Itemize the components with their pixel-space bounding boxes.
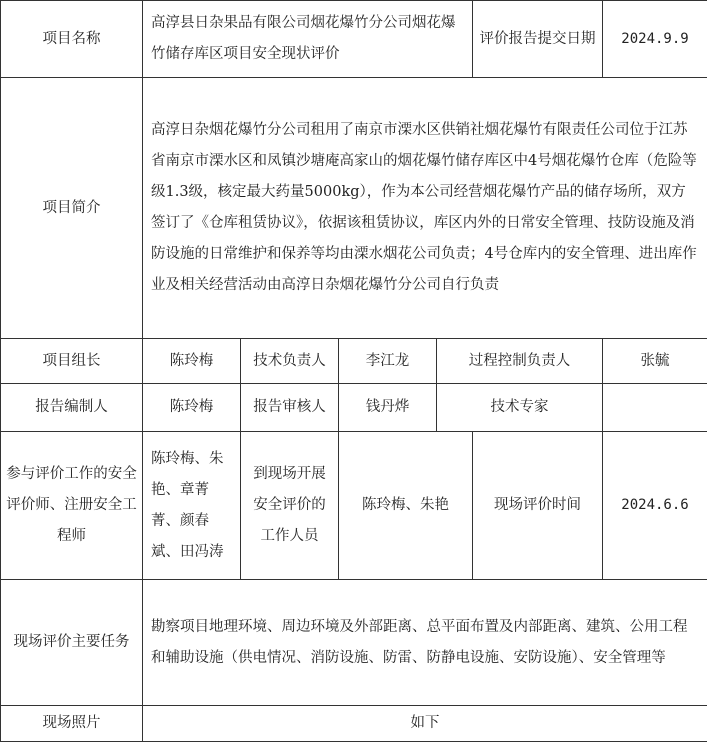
report-author-label: 报告编制人 — [1, 384, 143, 432]
photos-label: 现场照片 — [1, 706, 143, 742]
row-photos — [1, 706, 707, 742]
row-summary — [1, 78, 707, 339]
row-project-name — [1, 1, 707, 78]
onsite-staff-value: 陈玲梅、朱艳 — [339, 432, 473, 580]
tasks-label: 现场评价主要任务 — [1, 580, 143, 706]
row-participants — [1, 432, 707, 580]
tech-expert-value — [603, 384, 707, 432]
onsite-time-value: 2024.6.6 — [603, 432, 707, 580]
tasks-text: 勘察项目地理环境、周边环境及外部距离、总平面布置及内部距离、建筑、公用工程和辅助设施（供电情况、消防设施、防雷、防静电设施、安防设施）、安全管理等 — [143, 580, 707, 706]
row-tasks — [1, 580, 707, 706]
submit-date-label: 评价报告提交日期 — [473, 1, 603, 78]
team-lead-value: 陈玲梅 — [143, 339, 241, 384]
tech-expert-label: 技术专家 — [437, 384, 603, 432]
onsite-time-label: 现场评价时间 — [473, 432, 603, 580]
photos-value: 如下 — [143, 706, 707, 742]
report-reviewer-label: 报告审核人 — [241, 384, 339, 432]
submit-date-value: 2024.9.9 — [603, 1, 707, 78]
tech-lead-label: 技术负责人 — [241, 339, 339, 384]
summary-label: 项目简介 — [1, 78, 143, 339]
onsite-staff-label: 到现场开展安全评价的工作人员 — [241, 432, 339, 580]
report-author-value: 陈玲梅 — [143, 384, 241, 432]
team-lead-label: 项目组长 — [1, 339, 143, 384]
report-reviewer-value: 钱丹烨 — [339, 384, 437, 432]
row-report — [1, 384, 707, 432]
project-name-value: 高淳县日杂果品有限公司烟花爆竹分公司烟花爆竹储存库区项目安全现状评价 — [143, 1, 473, 78]
process-control-value: 张毓 — [603, 339, 707, 384]
summary-text: 高淳日杂烟花爆竹分公司租用了南京市溧水区供销社烟花爆竹有限责任公司位于江苏省南京市溧水区和凤镇沙塘庵高家山的烟花爆竹储存库区中4号烟花爆竹仓库（危险等级1.3级，核定最大药量5000kg），作为本公司经营烟花爆竹产品的储存场所，双方签订了《仓库租赁协议》，依据该租赁协议，库区内外的日常安全管理、技防设施及消防设施的日常维护和保养等均由溧水烟花公司负责；4号仓库内的安全管理、进出库作业及相关经营活动由高淳日杂烟花爆竹分公司自行负责 — [143, 78, 707, 339]
project-name-label: 项目名称 — [1, 1, 143, 78]
participants-label: 参与评价工作的安全评价师、注册安全工程师 — [1, 432, 143, 580]
row-team-lead — [1, 339, 707, 384]
process-control-label: 过程控制负责人 — [437, 339, 603, 384]
participants-value: 陈玲梅、朱艳、章菁菁、颜春斌、田冯涛 — [143, 432, 241, 580]
tech-lead-value: 李江龙 — [339, 339, 437, 384]
